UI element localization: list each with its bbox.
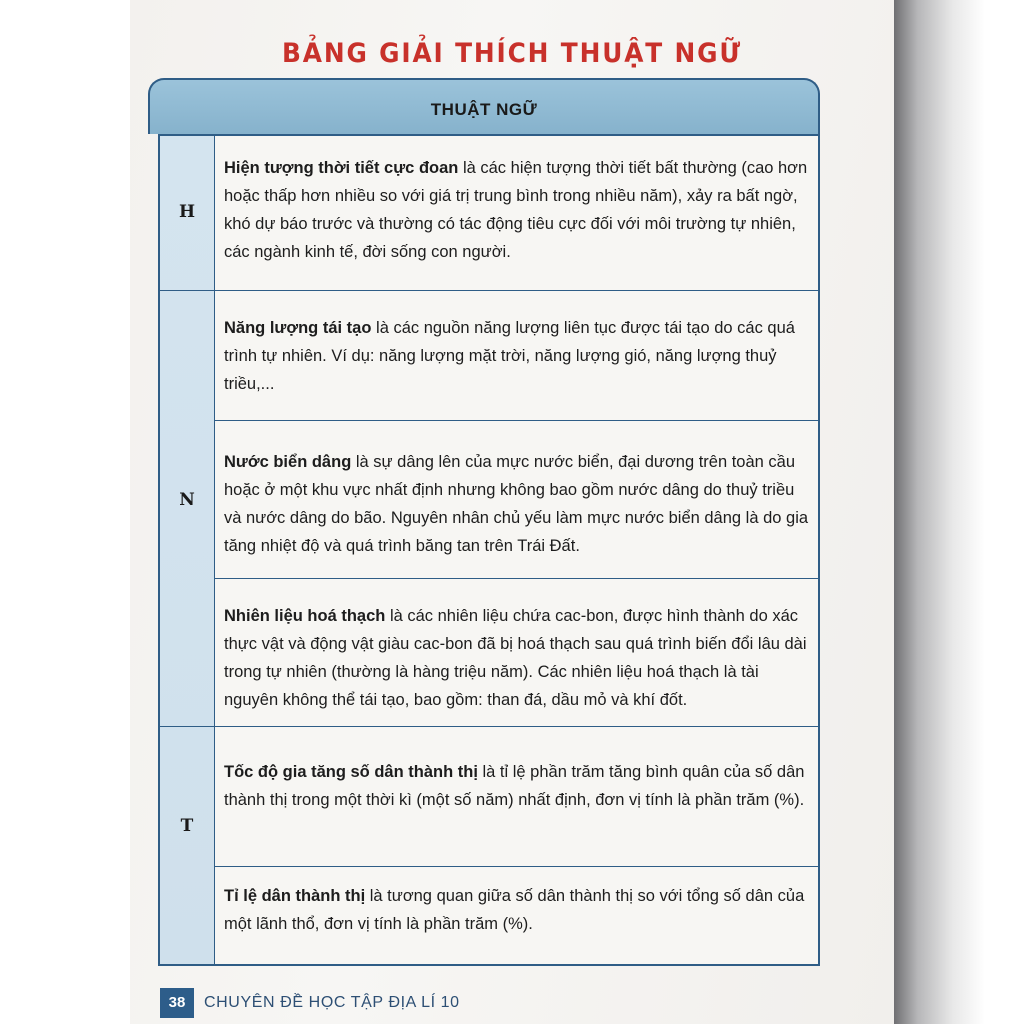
- group-letter-t: T: [180, 816, 194, 836]
- divider-entry: [214, 578, 818, 579]
- term-entry: [224, 448, 814, 560]
- term-name: Hiện tượng thời tiết cực đoan: [224, 159, 459, 177]
- term-entry: [224, 602, 814, 714]
- term-name: Năng lượng tái tạo: [224, 319, 372, 337]
- term-definition: là các nhiên liệu chứa cac-bon, được hình thành do xác thực vật và động vật giàu cac-bon đã bị hoá thạch sau quá trình biến đổi lâu dài trong tự nhiên (thường là hàng triệu năm). Các nhiên liệu hoá thạch là tài nguyên không thể tái tạo, bao gồm: than đá, dầu mỏ và khí đốt.: [224, 607, 807, 709]
- term-definition: là tương quan giữa số dân thành thị so với tổng số dân của một lãnh thổ, đơn vị tính là phần trăm (%).: [224, 887, 805, 933]
- term-name: Tỉ lệ dân thành thị: [224, 887, 366, 905]
- table-body: [158, 134, 820, 966]
- page-edge-shadow: [894, 0, 1024, 1024]
- term-entry: [224, 758, 814, 814]
- divider-h-n: [160, 290, 818, 291]
- divider-entry: [214, 866, 818, 867]
- term-name: Nước biển dâng: [224, 453, 352, 471]
- term-definition: là sự dâng lên của mực nước biển, đại dương trên toàn cầu hoặc ở một khu vực nhất định nhưng không bao gồm nước dâng do thuỷ triều và nước dâng do bão. Nguyên nhân chủ yếu làm mực nước biển dâng là do gia tăng nhiệt độ và quá trình băng tan trên Trái Đất.: [224, 453, 809, 555]
- letter-column: [160, 136, 215, 964]
- table-header: [148, 78, 820, 134]
- page-title: BẢNG GIẢI THÍCH THUẬT NGỮ: [281, 38, 743, 69]
- page-number: 38: [160, 988, 194, 1018]
- divider-entry: [214, 420, 818, 421]
- glossary-table: [148, 78, 820, 966]
- term-entry: [224, 314, 814, 398]
- term-entry: [224, 882, 814, 938]
- group-letter-h: H: [178, 202, 196, 222]
- term-definition: là tỉ lệ phần trăm tăng bình quân của số dân thành thị trong một thời kì (một số năm) nhất định, đơn vị tính là phần trăm (%).: [224, 763, 805, 809]
- term-definition: là các hiện tượng thời tiết bất thường (cao hơn hoặc thấp hơn nhiều so với giá trị trung bình trong nhiều năm), xảy ra bất ngờ, khó dự báo trước và thường có tác động tiêu cực đối với môi trường tự nhiên, các ngành kinh tế, đời sống con người.: [224, 159, 808, 261]
- term-definition: là các nguồn năng lượng liên tục được tái tạo do các quá trình tự nhiên. Ví dụ: năng lượng mặt trời, năng lượng gió, năng lượng thuỷ triều,...: [224, 319, 795, 393]
- table-header-label: THUẬT NGỮ: [430, 100, 538, 119]
- group-letter-n: N: [179, 490, 195, 510]
- term-name: Tốc độ gia tăng số dân thành thị: [224, 763, 478, 781]
- left-background: [0, 0, 130, 1024]
- term-entry: [224, 154, 814, 266]
- divider-n-t: [160, 726, 818, 727]
- term-name: Nhiên liệu hoá thạch: [224, 607, 386, 625]
- book-title: CHUYÊN ĐỀ HỌC TẬP ĐỊA LÍ 10: [204, 994, 460, 1011]
